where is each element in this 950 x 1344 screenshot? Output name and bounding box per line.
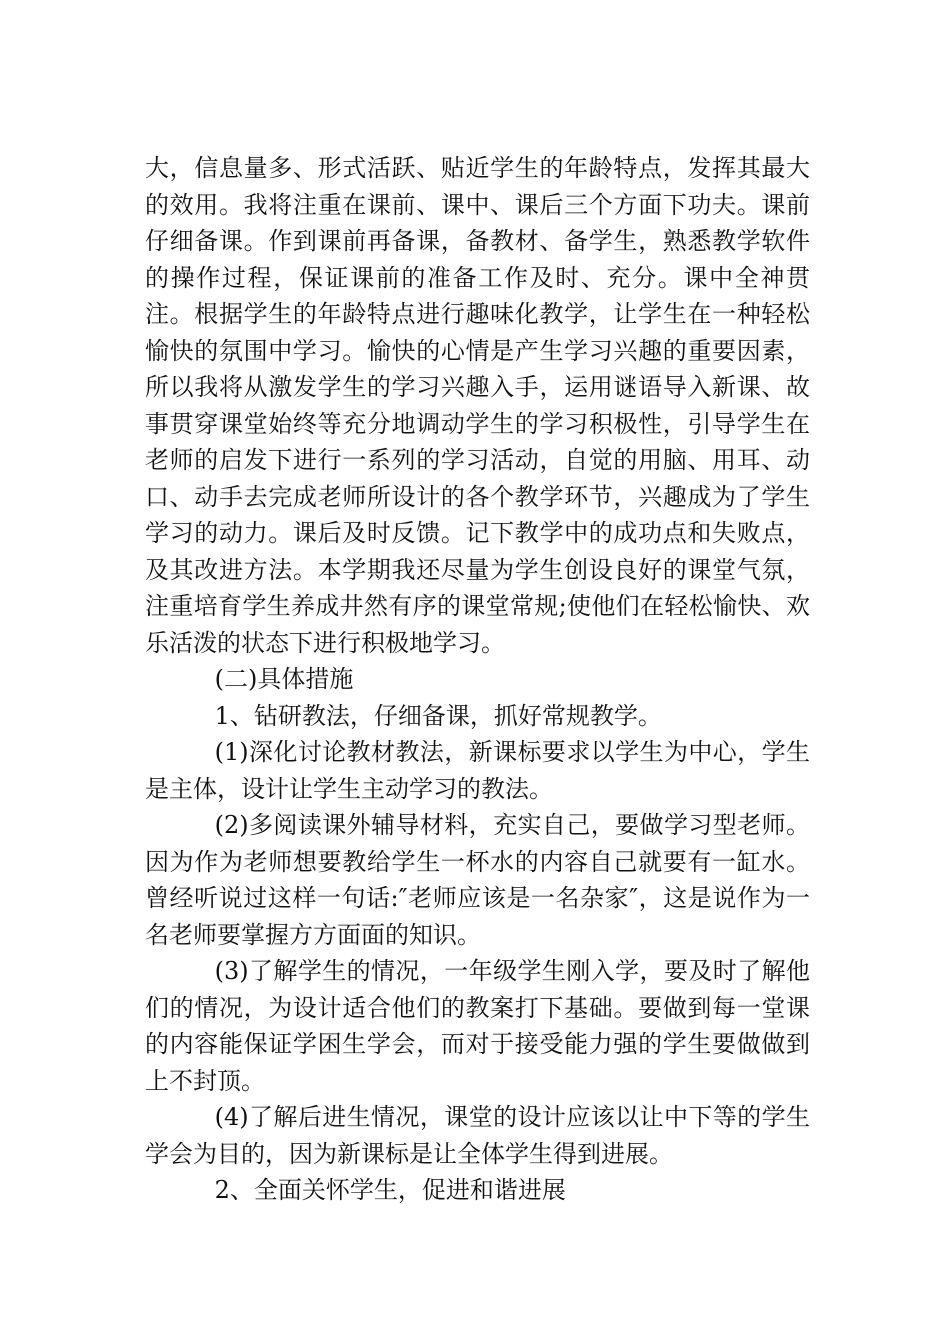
item-heading-2: 2、全面关怀学生，促进和谐进展 [214,1176,566,1204]
document-page [145,150,810,1209]
sub-item-4: (4)了解后进生情况，课堂的设计应该以让中下等的学生学会为目的，因为新课标是让全体学生得到进展。 [145,1103,810,1168]
item-heading-1: 1、钻研教法，仔细备课，抓好常规教学。 [214,701,662,730]
sub-item-1: (1)深化讨论教材教法，新课标要求以学生为中心，学生是主体，设计让学生主动学习的教法。 [145,738,810,803]
paragraph-continuation: 大，信息量多、形式活跃、贴近学生的年龄特点，发挥其最大的效用。我将注重在课前、课中、课后三个方面下功夫。课前仔细备课。作到课前再备课，备教材、备学生，熟悉教学软件的操作过程，保证课前的准备工作及时、充分。课中全神贯注。根据学生的年龄特点进行趣味化教学，让学生在一种轻松愉快的氛围中学习。愉快的心情是产生学习兴趣的重要因素，所以我将从激发学生的学习兴趣入手，运用谜语导入新课、故事贯穿课堂始终等充分地调动学生的学习积极性，引导学生在老师的启发下进行一系列的学习活动，自觉的用脑、用耳、动口、动手去完成老师所设计的各个教学环节，兴趣成为了学生学习的动力。课后及时反馈。记下教学中的成功点和失败点，及其改进方法。本学期我还尽量为学生创设良好的课堂气氛，注重培育学生养成井然有序的课堂常规;使他们在轻松愉快、欢乐活泼的状态下进行积极地学习。 [145,154,810,657]
section-heading-measures: (二)具体措施 [214,665,354,693]
sub-item-2: (2)多阅读课外辅导材料，充实自己，要做学习型老师。因为作为老师想要教给学生一杯水的内容自己就要有一缸水。曾经听说过这样一句话:″老师应该是一名杂家″，这是说作为一名老师要掌握方方面面的知识。 [145,811,810,949]
sub-item-3: (3)了解学生的情况，一年级学生刚入学，要及时了解他们的情况，为设计适合他们的教案打下基础。要做到每一堂课的内容能保证学困生学会，而对于接受能力强的学生要做做到上不封顶。 [145,957,810,1095]
